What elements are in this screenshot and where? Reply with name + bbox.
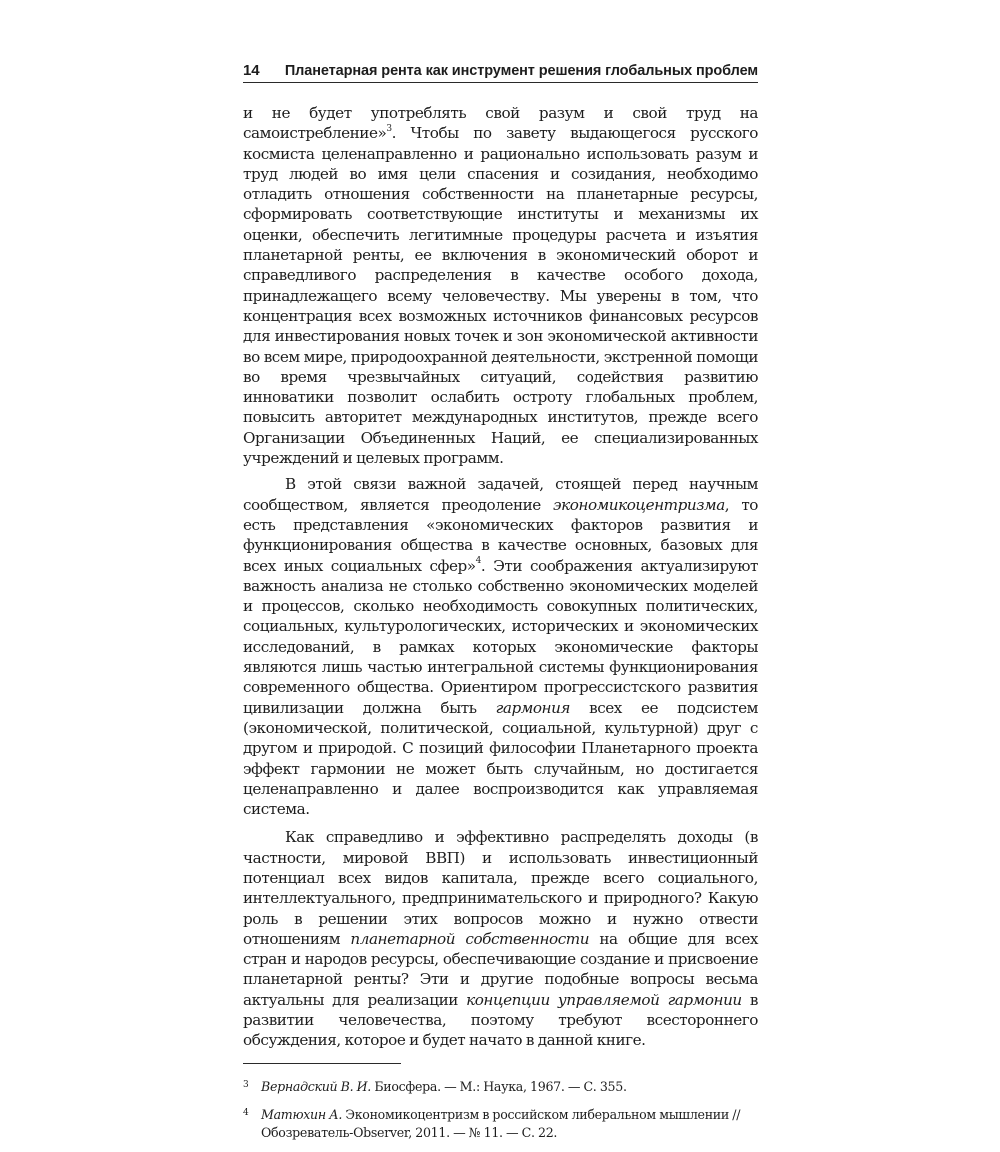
paragraph-3 bbox=[243, 827, 758, 1050]
footnote-citation: Экономикоцентризм в российском либеральном мышлении // Обозреватель-Observer, 2011. — № 11. — С. 22. bbox=[261, 1106, 741, 1140]
footnote-text bbox=[261, 1106, 758, 1142]
emphasis: экономикоцентризма bbox=[553, 495, 725, 514]
footnote-text bbox=[261, 1078, 758, 1096]
footnote-number: 4 bbox=[243, 1107, 249, 1118]
emphasis: концепции управляемой гармонии bbox=[466, 990, 742, 1009]
footnote-ref-3: 3 bbox=[386, 124, 392, 135]
footnotes bbox=[243, 1078, 758, 1142]
footnote-3 bbox=[243, 1078, 758, 1096]
text-run: в развитии человечества, поэтому требуют всестороннего обсуждения, которое и будет начато в данной книге. bbox=[243, 990, 758, 1050]
footnote-number: 3 bbox=[243, 1079, 249, 1090]
footnote-divider bbox=[243, 1063, 401, 1064]
footnote-ref-4: 4 bbox=[475, 556, 481, 567]
footnote-author: Матюхин А. bbox=[261, 1106, 343, 1122]
running-head bbox=[243, 62, 758, 83]
text-run: всех ее подсистем (экономической, политической, социальной, культурной) друг с другом и природой. С позиций философии Планетарного проекта эффект гармонии не может быть случайным, но достигается целенаправленно и далее воспроизводится как управляемая система. bbox=[243, 698, 759, 819]
book-page bbox=[243, 62, 758, 1152]
footnote-author: Вернадский В. И. bbox=[261, 1078, 372, 1094]
text-run: и не будет употреблять свой разум и свой труд на самоистребление» bbox=[243, 104, 758, 143]
text-run: . Чтобы по завету выдающегося русского космиста целенаправленно и рационально использовать разум и труд людей во имя цели спасения и созидания, необходимо отладить отношения собственности на планетарные ресурсы, сформировать соответствующие институты и механизмы их оценки, обеспечить легитимные процедуры расчета и изъятия планетарной ренты, ее включения в экономический оборот и справедливого распределения в качестве особого дохода, принадлежащего всему человечеству. Мы уверены в том, что концентрация всех возможных источников финансовых ресурсов для инвестирования новых точек и зон экономической активности во всем мире, природоохранной деятельности, экстренной помощи во время чрезвычайных ситуаций, содействия развитию инноватики позволит ослабить остроту глобальных проблем, повысить авторитет международных институтов, прежде всего Организации Объединенных Наций, ее специализированных учреждений и целевых программ. bbox=[243, 124, 758, 468]
paragraph-2 bbox=[243, 474, 758, 819]
page-number: 14 bbox=[243, 62, 260, 79]
emphasis: гармония bbox=[495, 698, 571, 717]
text-run: , то есть представления «экономических факторов развития и функционирования общества в качестве основных, базовых для всех иных социальных сфер» bbox=[243, 495, 758, 575]
text-run: на общие для всех стран и народов ресурсы, обеспечивающие создание и присвоение планетарной ренты? Эти и другие подобные вопросы весьма актуальны для реализации bbox=[243, 929, 758, 1009]
main-text bbox=[243, 103, 758, 1051]
text-run: Как справедливо и эффективно распределять доходы (в частности, мировой ВВП) и использовать инвестиционный потенциал всех видов капитала, прежде всего социального, интеллектуального, предпринимательского и природного? Какую роль в решении этих вопросов можно и нужно отвести отношениям bbox=[243, 828, 758, 948]
text-run: . Эти соображения актуализируют важность анализа не столько собственно экономических моделей и процессов, сколько необходимость совокупных политических, социальных, культурологических, исторических и экономических исследований, в рамках которых экономические факторы являются лишь частью интегральной системы функционирования современного общества. Ориентиром прогрессистского развития цивилизации должна быть bbox=[243, 556, 758, 717]
running-title: Планетарная рента как инструмент решения глобальных проблем bbox=[284, 63, 758, 79]
text-run: В этой связи важной задачей, стоящей перед научным сообществом, является преодоление bbox=[243, 475, 758, 514]
paragraph-1 bbox=[243, 103, 758, 468]
footnote-citation: Биосфера. — М.: Наука, 1967. — С. 355. bbox=[371, 1078, 627, 1094]
footnote-4 bbox=[243, 1106, 758, 1142]
emphasis: планетарной собственности bbox=[350, 929, 590, 948]
